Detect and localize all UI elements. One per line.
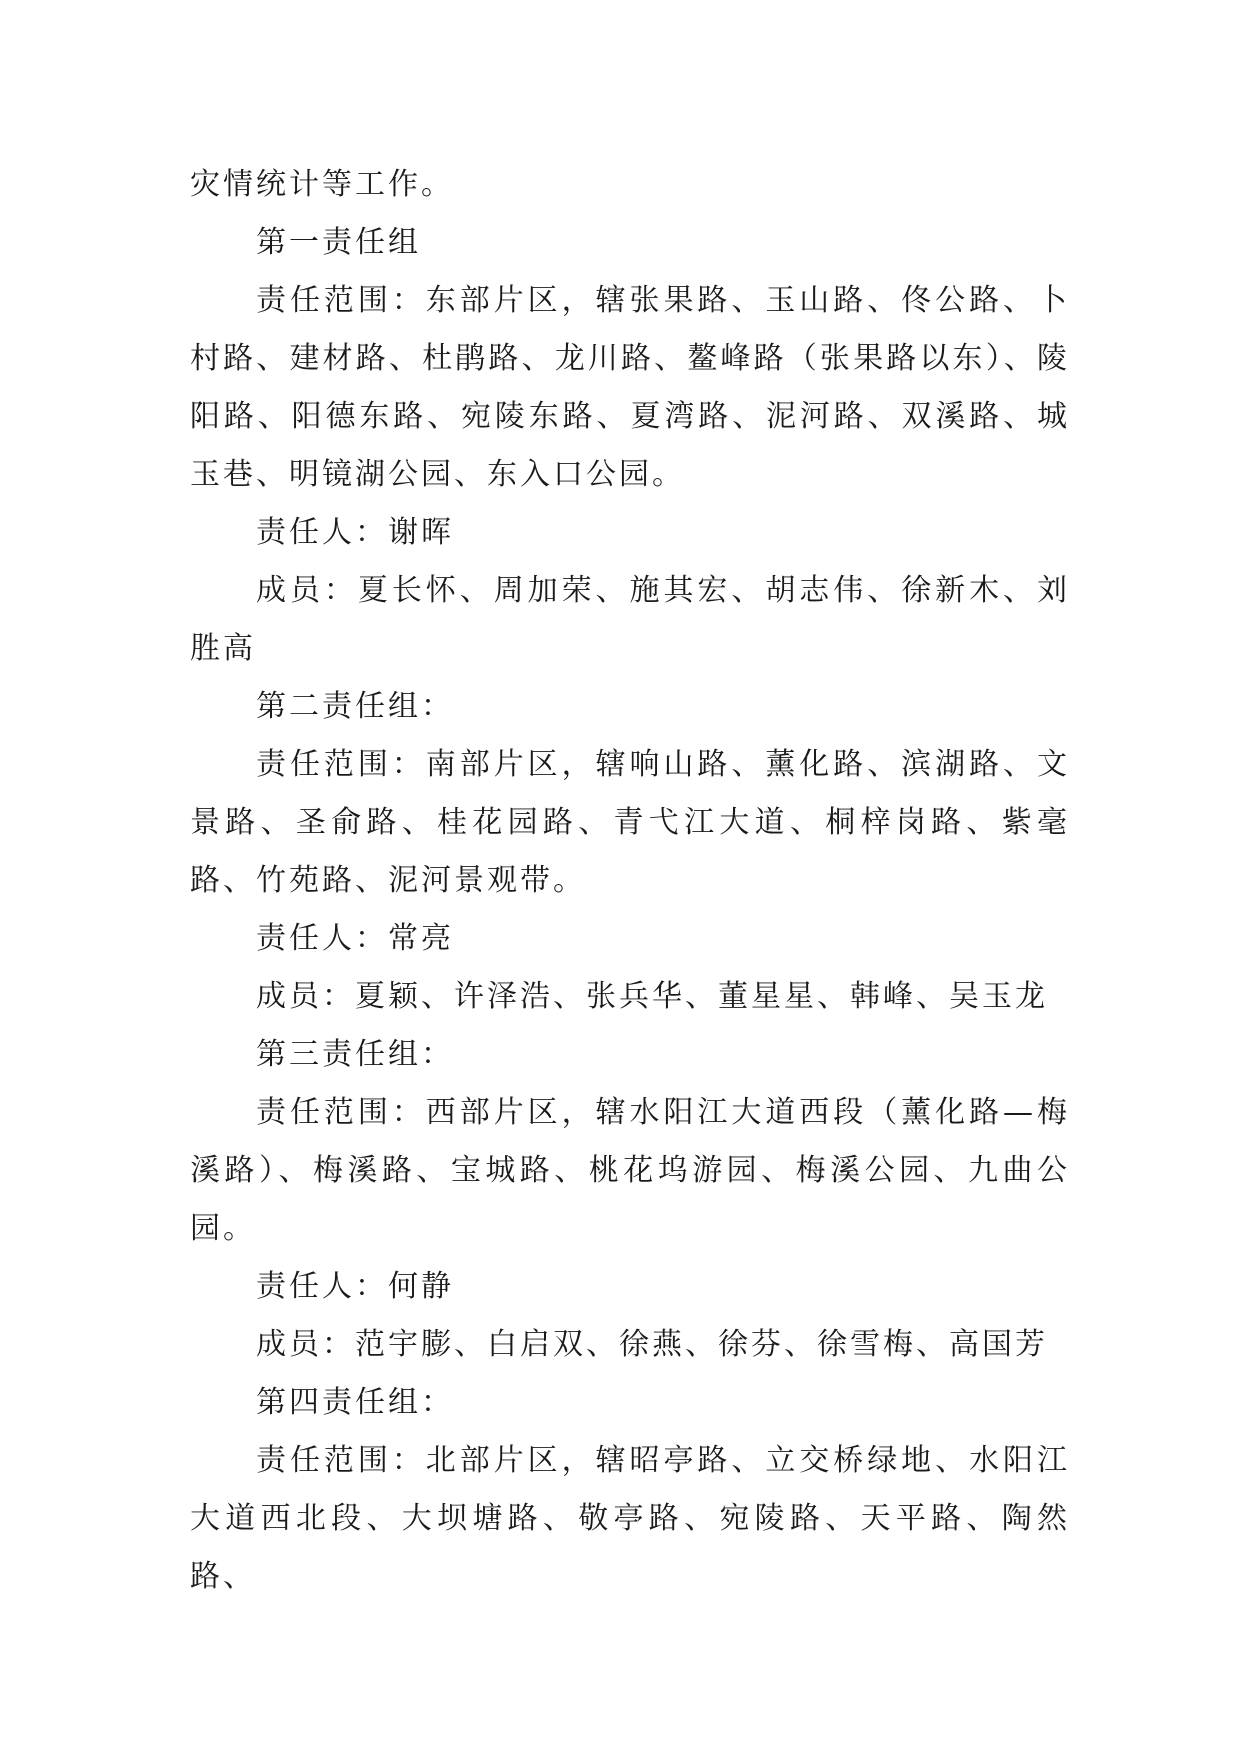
group-2-leader: 责任人：常亮	[256, 921, 454, 956]
group-2-members: 成员：夏颖、许泽浩、张兵华、董星星、韩峰、吴玉龙	[256, 979, 1048, 1014]
group-3-scope: 责任范围：西部片区，辖水阳江大道西段（薰化路—梅溪路）、梅溪路、宝城路、桃花坞游园、梅溪公园、九曲公园。	[190, 1095, 1070, 1246]
paragraph-continuation: 灾情统计等工作。	[190, 167, 454, 202]
group-1-members: 成员：夏长怀、周加荣、施其宏、胡志伟、徐新木、刘胜高	[190, 573, 1070, 666]
document-body	[190, 156, 1070, 1606]
group-2-scope: 责任范围：南部片区，辖响山路、薰化路、滨湖路、文景路、圣俞路、桂花园路、青弋江大道、桐梓岗路、紫毫路、竹苑路、泥河景观带。	[190, 747, 1070, 898]
group-1-scope: 责任范围：东部片区，辖张果路、玉山路、佟公路、卜村路、建材路、杜鹃路、龙川路、鳌峰路（张果路以东）、陵阳路、阳德东路、宛陵东路、夏湾路、泥河路、双溪路、城玉巷、明镜湖公园、东入口公园。	[190, 283, 1070, 492]
group-2-heading: 第二责任组：	[256, 689, 454, 724]
group-3-members: 成员：范宇膨、白启双、徐燕、徐芬、徐雪梅、高国芳	[256, 1327, 1048, 1362]
group-1-heading: 第一责任组	[256, 225, 421, 260]
group-4-scope: 责任范围：北部片区，辖昭亭路、立交桥绿地、水阳江大道西北段、大坝塘路、敬亭路、宛陵路、天平路、陶然路、	[190, 1443, 1070, 1594]
group-1-leader: 责任人：谢晖	[256, 515, 454, 550]
group-3-leader: 责任人：何静	[256, 1269, 454, 1304]
group-3-heading: 第三责任组：	[256, 1037, 454, 1072]
group-4-heading: 第四责任组：	[256, 1385, 454, 1420]
